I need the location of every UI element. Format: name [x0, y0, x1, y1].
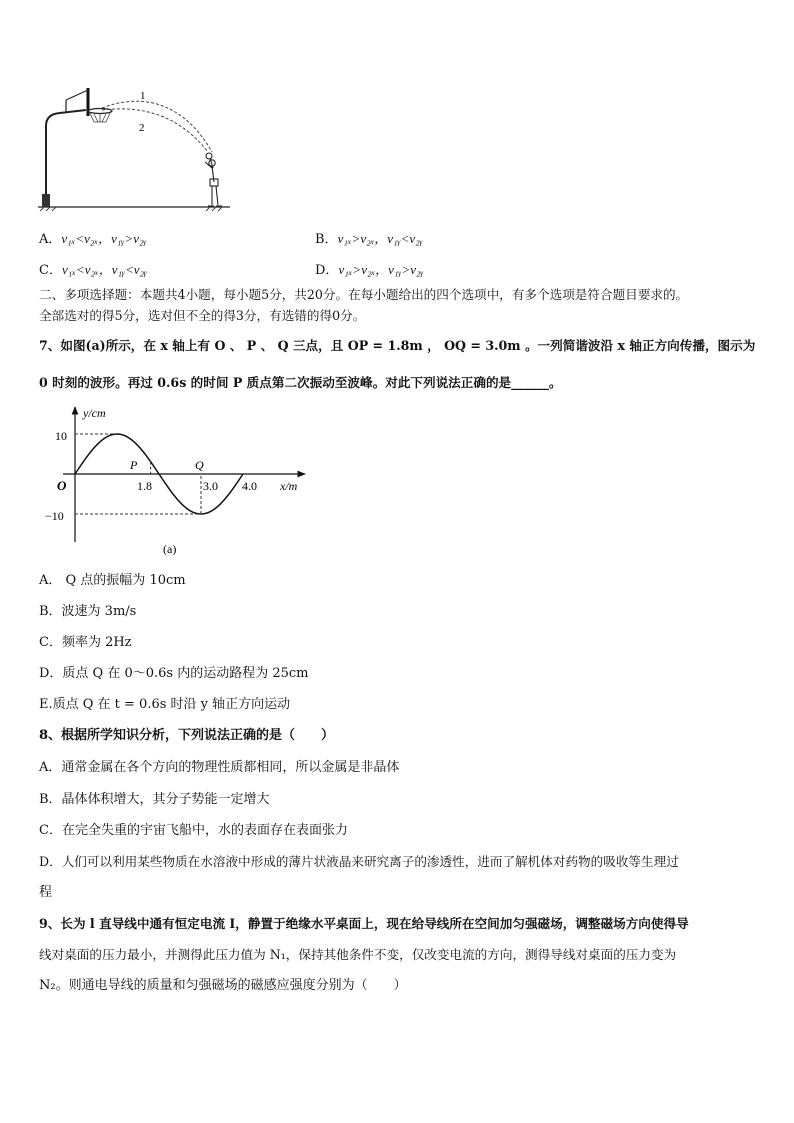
- wave-chart: [45, 402, 315, 562]
- q7-stem-line1: 7、如图(a)所示，在 x 轴上有 O 、 P 、 Q 三点，且 OP = 1.8m ， OQ = 3.0m 。一列简谐波沿 x 轴正方向传播，图示为: [39, 338, 756, 353]
- x-tick-4-0: 4.0: [242, 479, 257, 493]
- y-tick-10: 10: [55, 429, 67, 443]
- section2-line1: 二、多项选择题：本题共4小题，每小题5分，共20分。在每小题给出的四个选项中，有多个选项是符合题目要求的。: [39, 287, 689, 302]
- y-tick-neg10: −10: [45, 509, 64, 523]
- q8-option-c[interactable]: C．在完全失重的宇宙飞船中，水的表面存在表面张力: [39, 823, 348, 838]
- point-p-label: P: [130, 458, 138, 472]
- x-tick-1-8: 1.8: [137, 479, 152, 493]
- point-q-label: Q: [195, 458, 204, 472]
- q7-option-e[interactable]: E.质点 Q 在 t = 0.6s 时沿 y 轴正方向运动: [39, 697, 291, 712]
- q6-option-a[interactable]: A．v₁ₓ<v₂ₓ，v₁ᵧ>v₂ᵧ: [39, 231, 147, 247]
- q9-stem-line1: 9、长为 l 直导线中通有恒定电流 I，静置于绝缘水平桌面上，现在给导线所在空间加匀强磁场，调整磁场方向使得导: [39, 916, 689, 931]
- origin-label: O: [57, 478, 67, 493]
- q8-option-a[interactable]: A．通常金属在各个方向的物理性质都相同，所以金属是非晶体: [39, 760, 400, 775]
- x-tick-3-0: 3.0: [203, 479, 218, 493]
- q9-stem-line2: 线对桌面的压力最小，并测得此压力值为 N₁，保持其他条件不变，仅改变电流的方向，测得导线对桌面的压力变为: [39, 947, 677, 962]
- q9-stem-line3: N₂。则通电导线的质量和匀强磁场的磁感应强度分别为（ ）: [39, 978, 407, 993]
- q7-option-d[interactable]: D．质点 Q 在 0～0.6s 内的运动路程为 25cm: [39, 666, 309, 681]
- q7-option-a[interactable]: A． Q 点的振幅为 10cm: [39, 573, 186, 588]
- q6-option-d[interactable]: D．v₁ₓ>v₂ₓ，v₁ᵧ>v₂ᵧ: [315, 262, 424, 278]
- y-axis-label: y/cm: [83, 406, 106, 420]
- q7-stem-line2: 0 时刻的波形。再过 0.6s 的时间 P 质点第二次振动至波峰。对此下列说法正确的是______。: [39, 375, 562, 390]
- path-1-label: 1: [140, 90, 146, 102]
- q8-option-b[interactable]: B．晶体体积增大，其分子势能一定增大: [39, 792, 270, 807]
- q8-option-d-cont: 程: [39, 885, 53, 900]
- q7-option-c[interactable]: C．频率为 2Hz: [39, 635, 132, 650]
- q6-option-b[interactable]: B．v₁ₓ>v₂ₓ，v₁ᵧ<v₂ᵧ: [315, 231, 423, 247]
- q8-stem: 8、根据所学知识分析，下列说法正确的是（ ）: [39, 728, 335, 743]
- path-2-label: 2: [139, 122, 145, 134]
- pole-base: [42, 194, 50, 207]
- trajectory-2: [102, 109, 208, 152]
- section2-line2: 全部选对的得5分，选对但不全的得3分，有选错的得0分。: [39, 308, 366, 323]
- q6-option-c[interactable]: C．v₁ₓ<v₂ₓ，v₁ᵧ<v₂ᵧ: [39, 262, 148, 278]
- player: [205, 153, 222, 206]
- q7-option-b[interactable]: B．波速为 3m/s: [39, 604, 137, 619]
- chart-caption: (a): [163, 542, 177, 556]
- x-axis-label: x/m: [280, 479, 298, 493]
- q8-option-d[interactable]: D．人们可以利用某些物质在水溶液中形成的薄片状液晶来研究离子的渗透性，进而了解机体对药物的吸收等生理过: [39, 854, 679, 869]
- hoop-pole: [46, 110, 86, 194]
- basketball-figure: [36, 86, 236, 212]
- ground-hatching: [40, 207, 222, 211]
